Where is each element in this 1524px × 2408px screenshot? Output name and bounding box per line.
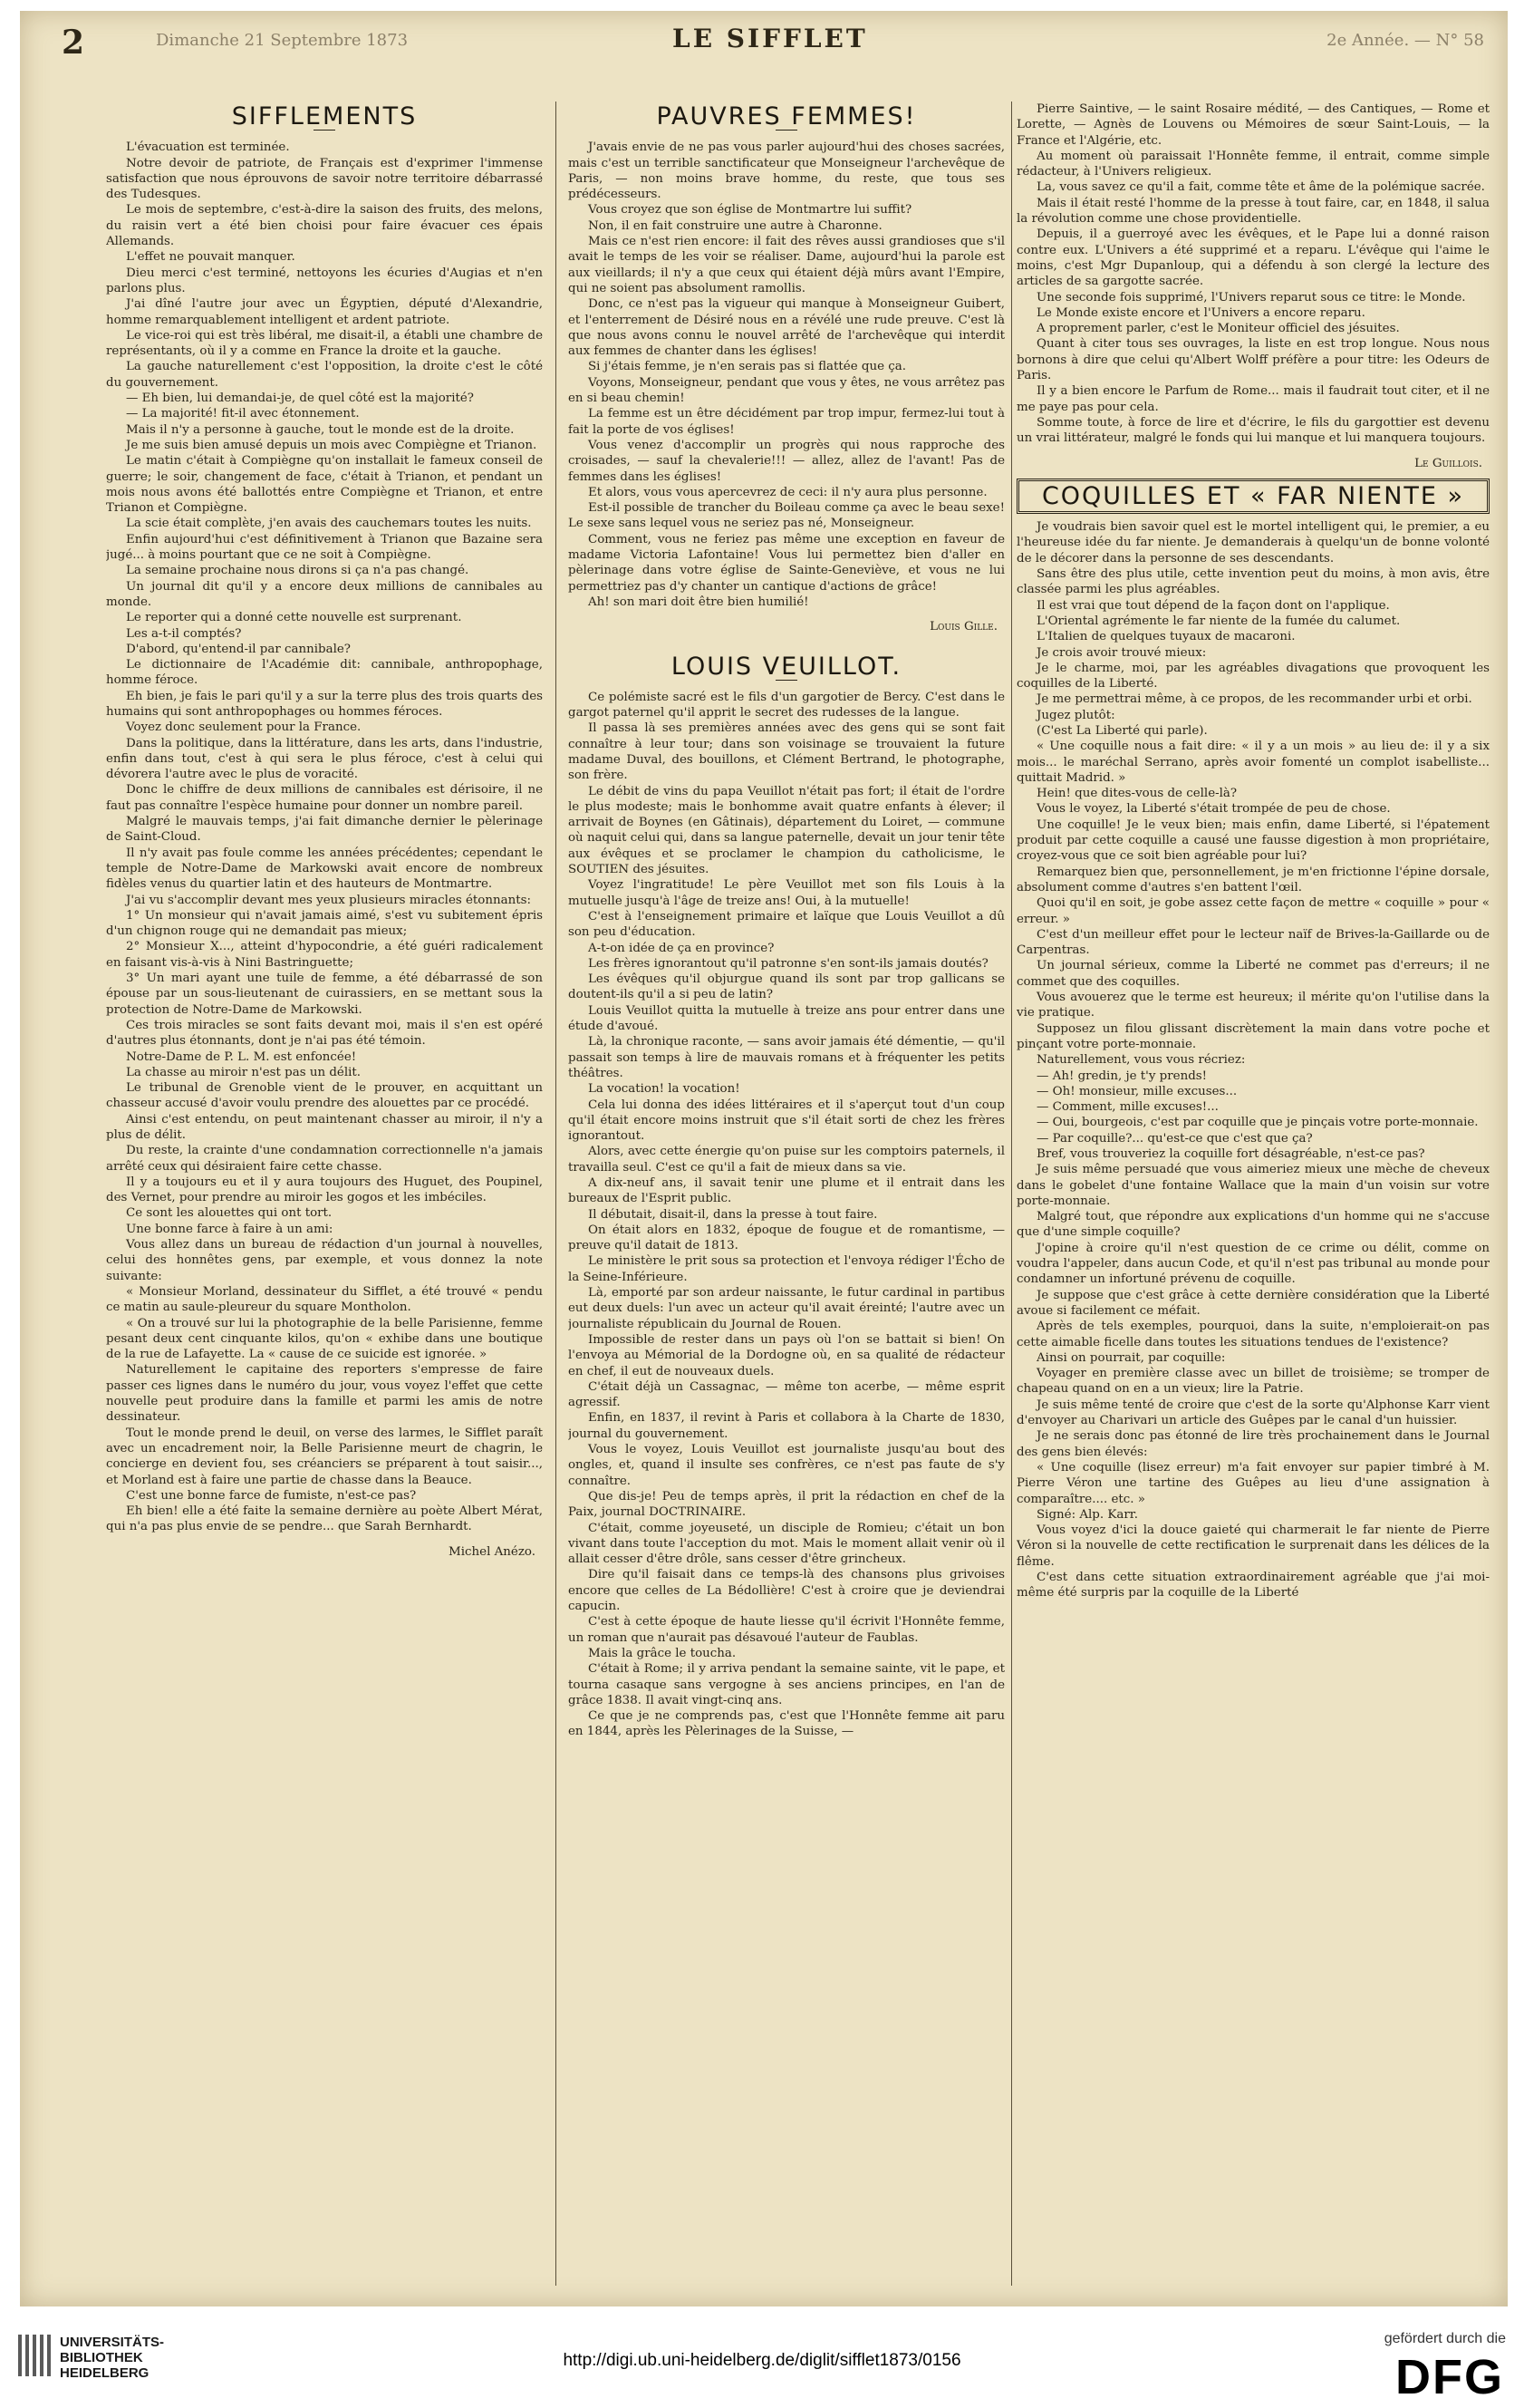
paragraph: Si j'étais femme, je n'en serais pas si flattée que ça. — [588, 360, 906, 374]
paragraph: D'abord, qu'entend-il par cannibale? — [126, 642, 351, 656]
issue-date: Dimanche 21 Septembre 1873 — [156, 31, 409, 50]
paragraph: La scie était complète, j'en avais des cauchemars toutes les nuits. — [126, 517, 532, 531]
issue-number: 2e Année. — N° 58 — [1326, 31, 1484, 50]
paragraph: Ce polémiste sacré est le fils d'un gargotier de Bercy. C'est dans le gargot paternel qu'il apprit le secret des rudesses de la langue. — [568, 690, 1005, 720]
paragraph: Dieu merci c'est terminé, nettoyons les écuries d'Augias et n'en parlons plus. — [106, 266, 543, 295]
paragraph: (C'est La Liberté qui parle). — [1037, 723, 1208, 738]
paragraph: Notre devoir de patriote, de Français est d'exprimer l'immense satisfaction que nous éprouvons de savoir notre territoire débarrassé des Tudesques. — [106, 156, 543, 202]
paragraph: Non, il en fait construire une autre à Charonne. — [588, 218, 883, 233]
newspaper-page — [20, 11, 1508, 2306]
paragraph: Eh bien, je fais le pari qu'il y a sur la terre plus des trois quarts des humains qui sont anthropophages ou hommes féroces. — [106, 689, 543, 719]
dfg-logo: DFG — [1395, 2350, 1504, 2404]
paragraph: Supposez un filou glissant discrètement la main dans votre poche et pinçant votre porte-monnaie. — [1017, 1021, 1490, 1051]
column-divider — [1011, 102, 1012, 2286]
paragraph: Ce sont les alouettes qui ont tort. — [126, 1206, 333, 1221]
paragraph: — Par coquille?... qu'est-ce que c'est que ça? — [1037, 1131, 1313, 1146]
article-body — [1017, 102, 1490, 447]
paragraph: Je le charme, moi, par les agréables divagations que provoquent les coquilles de la Liberté. — [1017, 661, 1490, 691]
paragraph: Une seconde fois supprimé, l'Univers reparut sous ce titre: le Monde. — [1037, 290, 1466, 305]
document-url[interactable]: http://digi.ub.uni-heidelberg.de/diglit/sifflet1873/0156 — [563, 2351, 961, 2370]
paragraph: C'est à l'enseignement primaire et laïque que Louis Veuillot a dû son peu d'éducation. — [568, 909, 1005, 940]
paragraph: Là, emporté par son ardeur naissante, le futur cardinal in partibus eut deux duels: l'un avec un acteur qu'il avait éreinté; l'autre avec un journaliste républicain du Journal de Rouen. — [568, 1286, 1005, 1331]
paragraph: J'ai vu s'accomplir devant mes yeux plusieurs miracles étonnants: — [126, 893, 531, 907]
paragraph: Que dis-je! Peu de temps après, il prit la rédaction en chef de la Paix, journal DOCTRINAIRE. — [568, 1489, 1005, 1520]
paragraph: La femme est un être décidément par trop impur, fermez-lui tout à fait la porte de vos églises! — [568, 407, 1005, 437]
paragraph: Vous avouerez que le terme est heureux; il mérite qu'on l'utilise dans la vie pratique. — [1017, 991, 1490, 1020]
paragraph: Là, la chronique raconte, — sans avoir jamais été démentie, — qu'il passait son temps à lire de mauvais romans et à fréquenter les petits théâtres. — [568, 1035, 1005, 1080]
paragraph: A proprement parler, c'est le Moniteur officiel des jésuites. — [1037, 322, 1400, 336]
paragraph: Au moment où paraissait l'Honnête femme, il entrait, comme simple rédacteur, à l'Univers religieux. — [1017, 149, 1490, 179]
paragraph: Ce que je ne comprends pas, c'est que l'Honnête femme ait paru en 1844, après les Pèlerinages de la Suisse, — — [568, 1709, 1005, 1739]
paragraph: C'était, comme joyeuseté, un disciple de Romieu; c'était un bon vivant dans toute l'acception du mot. Mais le moment allait venir où il allait cesser d'être drôle, sans cesser d'être grincheux. — [568, 1521, 1005, 1567]
paragraph: L'évacuation est terminée. — [126, 140, 290, 155]
paragraph: Vous le voyez, Louis Veuillot est journaliste jusqu'au bout des ongles, et, quand il insulte ses confrères, ce n'est pas faute de s'y connaître. — [568, 1443, 1005, 1488]
paragraph: On était alors en 1832, époque de fougue et de romantisme, — preuve qu'il datait de 1813. — [568, 1223, 1005, 1253]
paragraph: Je me suis bien amusé depuis un mois avec Compiègne et Trianon. — [126, 438, 537, 452]
paragraph: — Comment, mille excuses!... — [1037, 1100, 1219, 1115]
paragraph: Est-il possible de trancher du Boileau comme ça avec le beau sexe! Le sexe sans lequel vous ne seriez pas né, Monseigneur. — [568, 501, 1005, 531]
paragraph: L'Oriental agrémente le far niente de la fumée du calumet. — [1037, 614, 1401, 628]
paragraph: Le matin c'était à Compiègne qu'on installait le fameux conseil de guerre; le soir, changement de face, c'était à Trianon, et pendant un mois nous avons été ballottés entre Compiègne et Trianon, et entre Trianon et Compiègne. — [106, 454, 543, 516]
paragraph: Du reste, la crainte d'une condamnation correctionnelle n'a jamais arrêté ceux qui désiraient faire cette chasse. — [106, 1144, 543, 1174]
paragraph: « Monsieur Morland, dessinateur du Sifflet, a été trouvé « pendu ce matin au saule-pleureur du square Montholon. — [106, 1284, 543, 1315]
article-body — [568, 140, 1005, 610]
paragraph: Tout le monde prend le deuil, on verse des larmes, le Sifflet paraît avec un encadrement noir, la Belle Parisienne meurt de chagrin, le concierge en devient fou, ses créanciers se préparent à tout saisir..., et Morland est à faire une partie de chasse dans la Beauce. — [106, 1426, 543, 1487]
paragraph: Ainsi on pourrait, par coquille: — [1037, 1350, 1226, 1365]
paragraph: Le mois de septembre, c'est-à-dire la saison des fruits, des melons, du raisin vert a été bien choisi pour faire évacuer ces épais Allemands. — [106, 203, 543, 249]
paragraph: C'était à Rome; il y arriva pendant la semaine sainte, vit le pape, et tourna casaque sans vergogne à ses anciens principes, en l'an de grâce 1838. Il avait vingt-cinq ans. — [568, 1662, 1005, 1707]
paragraph: Le ministère le prit sous sa protection et l'envoya rédiger l'Écho de la Seine-Inférieure. — [568, 1254, 1005, 1284]
paragraph: Voyez donc seulement pour la France. — [126, 720, 362, 735]
paragraph: Une coquille! Je le veux bien; mais enfin, dame Liberté, si l'épatement produit par cette coquille a causé une fausse digestion à mon propriétaire, croyez-vous que ce soit bien agréable pour lui? — [1017, 817, 1490, 864]
paragraph: La gauche naturellement c'est l'opposition, la droite c'est le côté du gouvernement. — [106, 360, 543, 390]
paragraph: Il y a toujours eu et il y aura toujours des Huguet, des Poupinel, des Vernet, pour prendre au miroir les gogos et les imbéciles. — [106, 1175, 543, 1205]
paragraph: Mais la grâce le toucha. — [588, 1646, 737, 1660]
paragraph: — Oui, bourgeois, c'est par coquille que je pinçais votre porte-monnaie. — [1037, 1116, 1479, 1130]
paragraph: Il y a bien encore le Parfum de Rome... mais il faudrait tout citer, et il ne me paye pas pour cela. — [1017, 384, 1490, 414]
paragraph: C'était déjà un Cassagnac, — même ton acerbe, — même esprit agressif. — [568, 1379, 1005, 1410]
paragraph: Mais il était resté l'homme de la presse à tout faire, car, en 1848, il salua la révolution comme une chose providentielle. — [1017, 196, 1490, 227]
paragraph: Donc le chiffre de deux millions de cannibales est dérisoire, il ne faut pas connaître l'espèce humaine pour donner un nombre pareil. — [106, 783, 543, 813]
column-sifflements — [106, 102, 543, 2295]
paragraph: Je suis même tenté de croire que c'est de la sorte qu'Alphonse Karr vient d'envoyer au Charivari un article des Guêpes par le canal d'un huissier. — [1017, 1397, 1490, 1428]
paragraph: Il débutait, disait-il, dans la presse à tout faire. — [588, 1207, 878, 1222]
paragraph: Mais il n'y a personne à gauche, tout le monde est de la droite. — [126, 422, 515, 437]
paragraph: Une bonne farce à faire à un ami: — [126, 1222, 333, 1236]
paragraph: Je suis même persuadé que vous aimeriez mieux une mèche de cheveux dans le gobelet d'une fontaine Wallace que la main d'un voisin sur votre porte-monnaie. — [1017, 1163, 1490, 1208]
paragraph: Je voudrais bien savoir quel est le mortel intelligent qui, le premier, a eu l'heureuse idée du far niente. Je demanderais à quelqu'un de bonne volonté de le décorer dans la personne de ses descendants. — [1017, 520, 1490, 566]
paragraph: Et alors, vous vous apercevrez de ceci: il n'y aura plus personne. — [588, 485, 988, 499]
paragraph: Vous le voyez, la Liberté s'était trompée de peu de chose. — [1037, 802, 1391, 817]
paragraph: — Ah! gredin, je t'y prends! — [1037, 1069, 1208, 1083]
paragraph: Remarquez bien que, personnellement, je m'en frictionne l'épine dorsale, absolument comme d'autres s'en battent l'œil. — [1017, 865, 1490, 895]
paragraph: Je crois avoir trouvé mieux: — [1037, 645, 1207, 660]
page-number: 2 — [62, 24, 85, 62]
paragraph: Dans la politique, dans la littérature, dans les arts, dans l'industrie, enfin dans tout, c'est à qui sera le plus féroce, c'est à celui qui dévorera l'autre avec le plus de voracité. — [106, 736, 543, 782]
paragraph: Le tribunal de Grenoble vient de le prouver, en acquittant un chasseur accusé d'avoir voulu prendre des alouettes par ce procédé. — [106, 1081, 543, 1111]
paragraph: Ah! son mari doit être bien humilié! — [588, 595, 809, 609]
paragraph: Naturellement, vous vous récriez: — [1037, 1053, 1246, 1068]
paragraph: Mais ce n'est rien encore: il fait des rêves aussi grandioses que s'il avait le temps de les voir se réaliser. Dame, aujourd'hui la parole est aux vieillards; il n'y a que ceux qui étaient déjà mûrs avant l'Empire, qui ne soient pas absolument ramollis. — [568, 235, 1005, 295]
paragraph: Louis Veuillot quitta la mutuelle à treize ans pour entrer dans une étude d'avoué. — [568, 1003, 1005, 1034]
paragraph: Le vice-roi qui est très libéral, me disait-il, a établi une chambre de représentants, où il y a comme en France la droite et la gauche. — [106, 328, 543, 359]
paragraph: Ainsi c'est entendu, on peut maintenant chasser au miroir, il n'y a plus de délit. — [106, 1112, 543, 1142]
paragraph: Quant à citer tous ses ouvrages, la liste en est trop longue. Nous nous bornons à dire que celui qu'Albert Wolff préfère a pour titre: les Odeurs de Paris. — [1017, 337, 1490, 383]
paragraph: « Une coquille (lisez erreur) m'a fait envoyer sur papier timbré à M. Pierre Véron une tartine des Guêpes au lieu d'une assignation à comparaître.... etc. » — [1017, 1460, 1490, 1506]
column-middle — [568, 102, 1005, 2295]
column-divider — [555, 102, 556, 2286]
paragraph: A-t-on idée de ça en province? — [588, 941, 775, 955]
paragraph: Impossible de rester dans un pays où l'on se battait si bien! On l'envoya au Mémorial de la Dordogne où, en sa qualité de rédacteur en chef, il eut de nouveaux duels. — [568, 1332, 1005, 1378]
paragraph: Le dictionnaire de l'Académie dit: cannibale, anthropophage, homme féroce. — [106, 658, 543, 688]
paragraph: J'ai dîné l'autre jour avec un Égyptien, député d'Alexandrie, homme remarquablement intelligent et ardent patriote. — [106, 297, 543, 327]
section-gap — [568, 639, 1005, 652]
paragraph: Voyez l'ingratitude! Le père Veuillot met son fils Louis à la mutuelle jusqu'à l'âge de treize ans! Oui, à la mutuelle! — [568, 878, 1005, 908]
paragraph: Il n'y avait pas foule comme les années précédentes; cependant le temple de Notre-Dame de Markowski avait encore de nombreux fidèles venus du quartier latin et des hauteurs de Montmartre. — [106, 846, 543, 892]
paragraph: Vous voyez d'ici la douce gaieté qui charmerait le far niente de Pierre Véron si la nouvelle de cette rectification le surprenait dans les délices de la flême. — [1017, 1523, 1490, 1569]
article-signature: Louis Gille. — [930, 620, 998, 634]
paragraph: Bref, vous trouveriez la coquille fort désagréable, n'est-ce pas? — [1037, 1147, 1425, 1161]
article-signature: Michel Anézo. — [449, 1544, 535, 1559]
journal-title: LE SIFFLET — [672, 24, 868, 53]
paragraph: A dix-neuf ans, il savait tenir une plume et il entrait dans les bureaux de l'Esprit public. — [568, 1176, 1005, 1206]
paragraph: 2° Monsieur X..., atteint d'hypocondrie, a été guéri radicalement en faisant vis-à-vis à Nini Bastringuette; — [106, 940, 543, 970]
paragraph: Depuis, il a guerroyé avec les évêques, et le Pape lui a donné raison contre eux. L'Univers a été supprimé et a reparu. L'évêque qui l'aime le moins, c'est Mgr Dupanloup, qui a défendu à son clergé la lecture des articles de sa gargotte sacrée. — [1017, 227, 1490, 289]
paragraph: Un journal sérieux, comme la Liberté ne commet pas d'erreurs; il ne commet que des coquilles. — [1017, 959, 1490, 989]
paragraph: « On a trouvé sur lui la photographie de la belle Parisienne, femme pesant deux cent cinquante kilos, qu'on « exhibe dans une boutique de la rue de Lafayette. La « cause de ce suicide est ignorée. » — [106, 1316, 543, 1362]
library-name-line: UNIVERSITÄTS- — [60, 2335, 165, 2350]
page-header — [20, 16, 1508, 62]
paragraph: — Eh bien, lui demandai-je, de quel côté est la majorité? — [126, 392, 474, 406]
paragraph: Malgré tout, que répondre aux explications d'un homme qui ne s'accuse que d'une simple coquille? — [1017, 1210, 1490, 1240]
paragraph: Hein! que dites-vous de celle-là? — [1037, 787, 1238, 801]
viewer-footer — [0, 2309, 1524, 2408]
article-title: LOUIS VEUILLOT. — [670, 652, 902, 681]
paragraph: C'est une bonne farce de fumiste, n'est-ce pas? — [126, 1488, 417, 1503]
paragraph: Naturellement le capitaine des reporters s'empresse de faire passer ces lignes dans le numéro du jour, vous voyez l'effet que cette nouvelle peut produire dans la famille et parmi les amis de notre dessinateur. — [106, 1363, 543, 1425]
paragraph: Je suppose que c'est grâce à cette dernière considération que la Liberté avoue si facilement ce méfait. — [1017, 1288, 1490, 1318]
paragraph: C'est dans cette situation extraordinairement agréable que j'ai moi-même été surpris par la coquille de la Liberté — [1017, 1571, 1490, 1600]
paragraph: Vous croyez que son église de Montmartre lui suffit? — [588, 203, 912, 218]
article-title: COQUILLES ET « FAR NIENTE » — [1017, 479, 1490, 514]
paragraph: Les frères ignorantout qu'il patronne s'en sont-ils jamais doutés? — [588, 956, 989, 971]
paragraph: — La majorité! fit-il avec étonnement. — [126, 407, 360, 421]
article-body — [106, 140, 543, 1534]
paragraph: Sans être des plus utile, cette invention peut du moins, à mon avis, être classée parmi les plus agréables. — [1017, 567, 1490, 597]
paragraph: 1° Un monsieur qui n'avait jamais aimé, s'est vu subitement épris d'un chignon rouge qui ne demandait pas mieux; — [106, 908, 543, 939]
paragraph: Malgré le mauvais temps, j'ai fait dimanche dernier le pèlerinage de Saint-Cloud. — [106, 815, 543, 845]
paragraph: Vous allez dans un bureau de rédaction d'un journal à nouvelles, celui des honnêtes gens, par exemple, et vous donnez la note suivante: — [106, 1238, 543, 1283]
paragraph: Voyons, Monseigneur, pendant que vous y êtes, ne vous arrêtez pas en si beau chemin! — [568, 375, 1005, 406]
paragraph: Je me permettrai même, à ce propos, de les recommander urbi et orbi. — [1037, 692, 1472, 707]
paragraph: J'opine à croire qu'il n'est question de ce crime ou délit, comme on voudra l'appeler, dans aucun Code, et qu'il n'est pas tribunal au monde pour condamner un infortuné prévenu de coquille. — [1017, 1241, 1490, 1287]
paragraph: Jugez plutôt: — [1037, 708, 1115, 722]
paragraph: Cela lui donna des idées littéraires et il s'aperçut tout d'un coup qu'il était encore moins instruit que s'il était sorti de chez les frères ignorantout. — [568, 1098, 1005, 1144]
funded-by-label: gefördert durch die — [1384, 2331, 1506, 2346]
paragraph: Les a-t-il comptés? — [126, 626, 242, 641]
paragraph: Donc, ce n'est pas la vigueur qui manque à Monseigneur Guibert, et l'enterrement de Désiré nous en a révélé une rude preuve. C'est là que nous avons connu le nouvel arrêté de l'archevêque qui interdit aux femmes de chanter dans les églises! — [568, 297, 1005, 359]
paragraph: J'avais envie de ne pas vous parler aujourd'hui des choses sacrées, mais c'est un terrible sanctificateur que Monseigneur l'archevêque de Paris, — non moins brave homme, du reste, que tous ses prédécesseurs. — [568, 140, 1005, 202]
paragraph: La chasse au miroir n'est pas un délit. — [126, 1065, 362, 1079]
library-name-line: HEIDELBERG — [60, 2365, 150, 2381]
paragraph: Les évêques qu'il objurgue quand ils sont par trop gallicans se doutent-ils qu'il a si peu de latin? — [568, 972, 1005, 1002]
paragraph: Vous venez d'accomplir un progrès qui nous rapproche des croisades, — sauf la chevalerie!!! — allez, allez de l'avant! Pas de femmes dans les églises! — [568, 438, 1005, 484]
paragraph: Un journal dit qu'il y a encore deux millions de cannibales au monde. — [106, 579, 543, 609]
paragraph: Enfin aujourd'hui c'est définitivement à Trianon que Bazaine sera jugé... à moins pourtant que ce ne soit à Compiègne. — [106, 532, 543, 563]
paragraph: Le débit de vins du papa Veuillot n'était pas fort; il était de l'ordre le plus modeste; mais le bonhomme avait quatre enfants à élever; il arrivait de Boynes (en Gâtinais), département du Loiret, — commune où naquit celui qui, dans sa langue paternelle, devait un jour tenir tête aux évêques et se proclamer le champion du catholicisme, le SOUTIEN des jésuites. — [568, 784, 1005, 877]
paragraph: Enfin, en 1837, il revint à Paris et collabora à la Charte de 1830, journal du gouvernement. — [568, 1411, 1005, 1441]
paragraph: L'Italien de quelques tuyaux de macaroni. — [1037, 630, 1296, 644]
paragraph: C'est à cette époque de haute liesse qu'il écrivit l'Honnête femme, un roman que n'aurait pas désavoué l'auteur de Faublas. — [568, 1615, 1005, 1645]
column-right — [1017, 102, 1490, 2295]
paragraph: Ces trois miracles se sont faits devant moi, mais il s'en est opéré d'autres plus étonnants, dont je n'ai pas été témoin. — [106, 1018, 543, 1049]
paragraph: La vocation! la vocation! — [588, 1082, 740, 1097]
paragraph: « Une coquille nous a fait dire: « il y a un mois » au lieu de: il y a six mois... le maréchal Serrano, après avoir fomenté un complot isabelliste... quittait Madrid. » — [1017, 740, 1490, 785]
paragraph: Il est vrai que tout dépend de la façon dont on l'applique. — [1037, 598, 1390, 613]
paragraph: Dire qu'il faisait dans ce temps-là des chansons plus grivoises encore que celles de La Bédollière! C'est à croire que je deviendrai capucin. — [568, 1568, 1005, 1614]
article-body — [1017, 519, 1490, 1600]
paragraph: Voyager en première classe avec un billet de troisième; se tromper de chapeau quand on en a un vieux; lire la Patrie. — [1017, 1367, 1490, 1397]
paragraph: — Oh! monsieur, mille excuses... — [1037, 1084, 1238, 1098]
paragraph: Après de tels exemples, pourquoi, dans la suite, n'emploierait-on pas cette aimable ficelle dans toutes les situations tendues de l'existence? — [1017, 1320, 1490, 1349]
paragraph: Quoi qu'il en soit, je gobe assez cette façon de mettre « coquille » pour « erreur. » — [1017, 896, 1490, 926]
paragraph: Comment, vous ne feriez pas même une exception en faveur de madame Victoria Lafontaine! Vous lui permettez bien d'aller en pèlerinage dans votre église de Sainte-Geneviève, et vous ne lui permettriez pas d'y chanter un cantique d'actions de grâce! — [568, 532, 1005, 594]
article-title: PAUVRES FEMMES! — [656, 102, 917, 131]
paragraph: L'effet ne pouvait manquer. — [126, 250, 295, 265]
paragraph: La, vous savez ce qu'il a fait, comme tête et âme de la polémique sacrée. — [1037, 180, 1485, 195]
paragraph: Le Monde existe encore et l'Univers a encore reparu. — [1037, 305, 1365, 320]
paragraph: 3° Un mari ayant une tuile de femme, a été débarrassé de son épouse par un sous-lieutenant de cuirassiers, en se mettant sous la protection de Notre-Dame de Markowski. — [106, 972, 543, 1017]
paragraph: Notre-Dame de P. L. M. est enfoncée! — [126, 1049, 357, 1064]
paragraph: Eh bien! elle a été faite la semaine dernière au poète Albert Mérat, qui n'a pas plus envie de se pendre... que Sarah Bernhardt. — [106, 1504, 543, 1534]
paragraph: Pierre Saintive, — le saint Rosaire médité, — des Cantiques, — Rome et Lorette, — Agnès de Louvens ou Mémoires de sœur Saint-Louis, — la France et l'Algérie, etc. — [1017, 102, 1490, 148]
paragraph: La semaine prochaine nous dirons si ça n'a pas changé. — [126, 564, 469, 578]
library-name-line: BIBLIOTHEK — [60, 2350, 143, 2365]
paragraph: Il passa là ses premières années avec des gens qui se sont fait connaître à leur tour; dans son voisinage se trouvaient la future madame Duval, des bouillons, et Clément Bertrand, le photographe, son frère. — [568, 721, 1005, 783]
paragraph: Signé: Alp. Karr. — [1037, 1507, 1138, 1522]
article-body — [568, 690, 1005, 1740]
paragraph: Je ne serais donc pas étonné de lire très prochainement dans le Journal des gens bien élevés: — [1017, 1429, 1490, 1459]
article-signature: Le Guillois. — [1414, 456, 1482, 470]
paragraph: C'est d'un meilleur effet pour le lecteur naïf de Brives-la-Gaillarde ou de Carpentras. — [1017, 927, 1490, 958]
article-title: SIFFLEMENTS — [231, 102, 418, 131]
paragraph: Somme toute, à force de lire et d'écrire, le fils du gargottier est devenu un vrai littérateur, malgré le fonds qui lui manque et lui manquera toujours. — [1017, 415, 1490, 446]
paragraph: Alors, avec cette énergie qu'on puise sur les comptoirs paternels, il travailla seul. C'est ce qu'il a fait de mieux dans sa vie. — [568, 1145, 1005, 1175]
paragraph: Le reporter qui a donné cette nouvelle est surprenant. — [126, 611, 462, 625]
